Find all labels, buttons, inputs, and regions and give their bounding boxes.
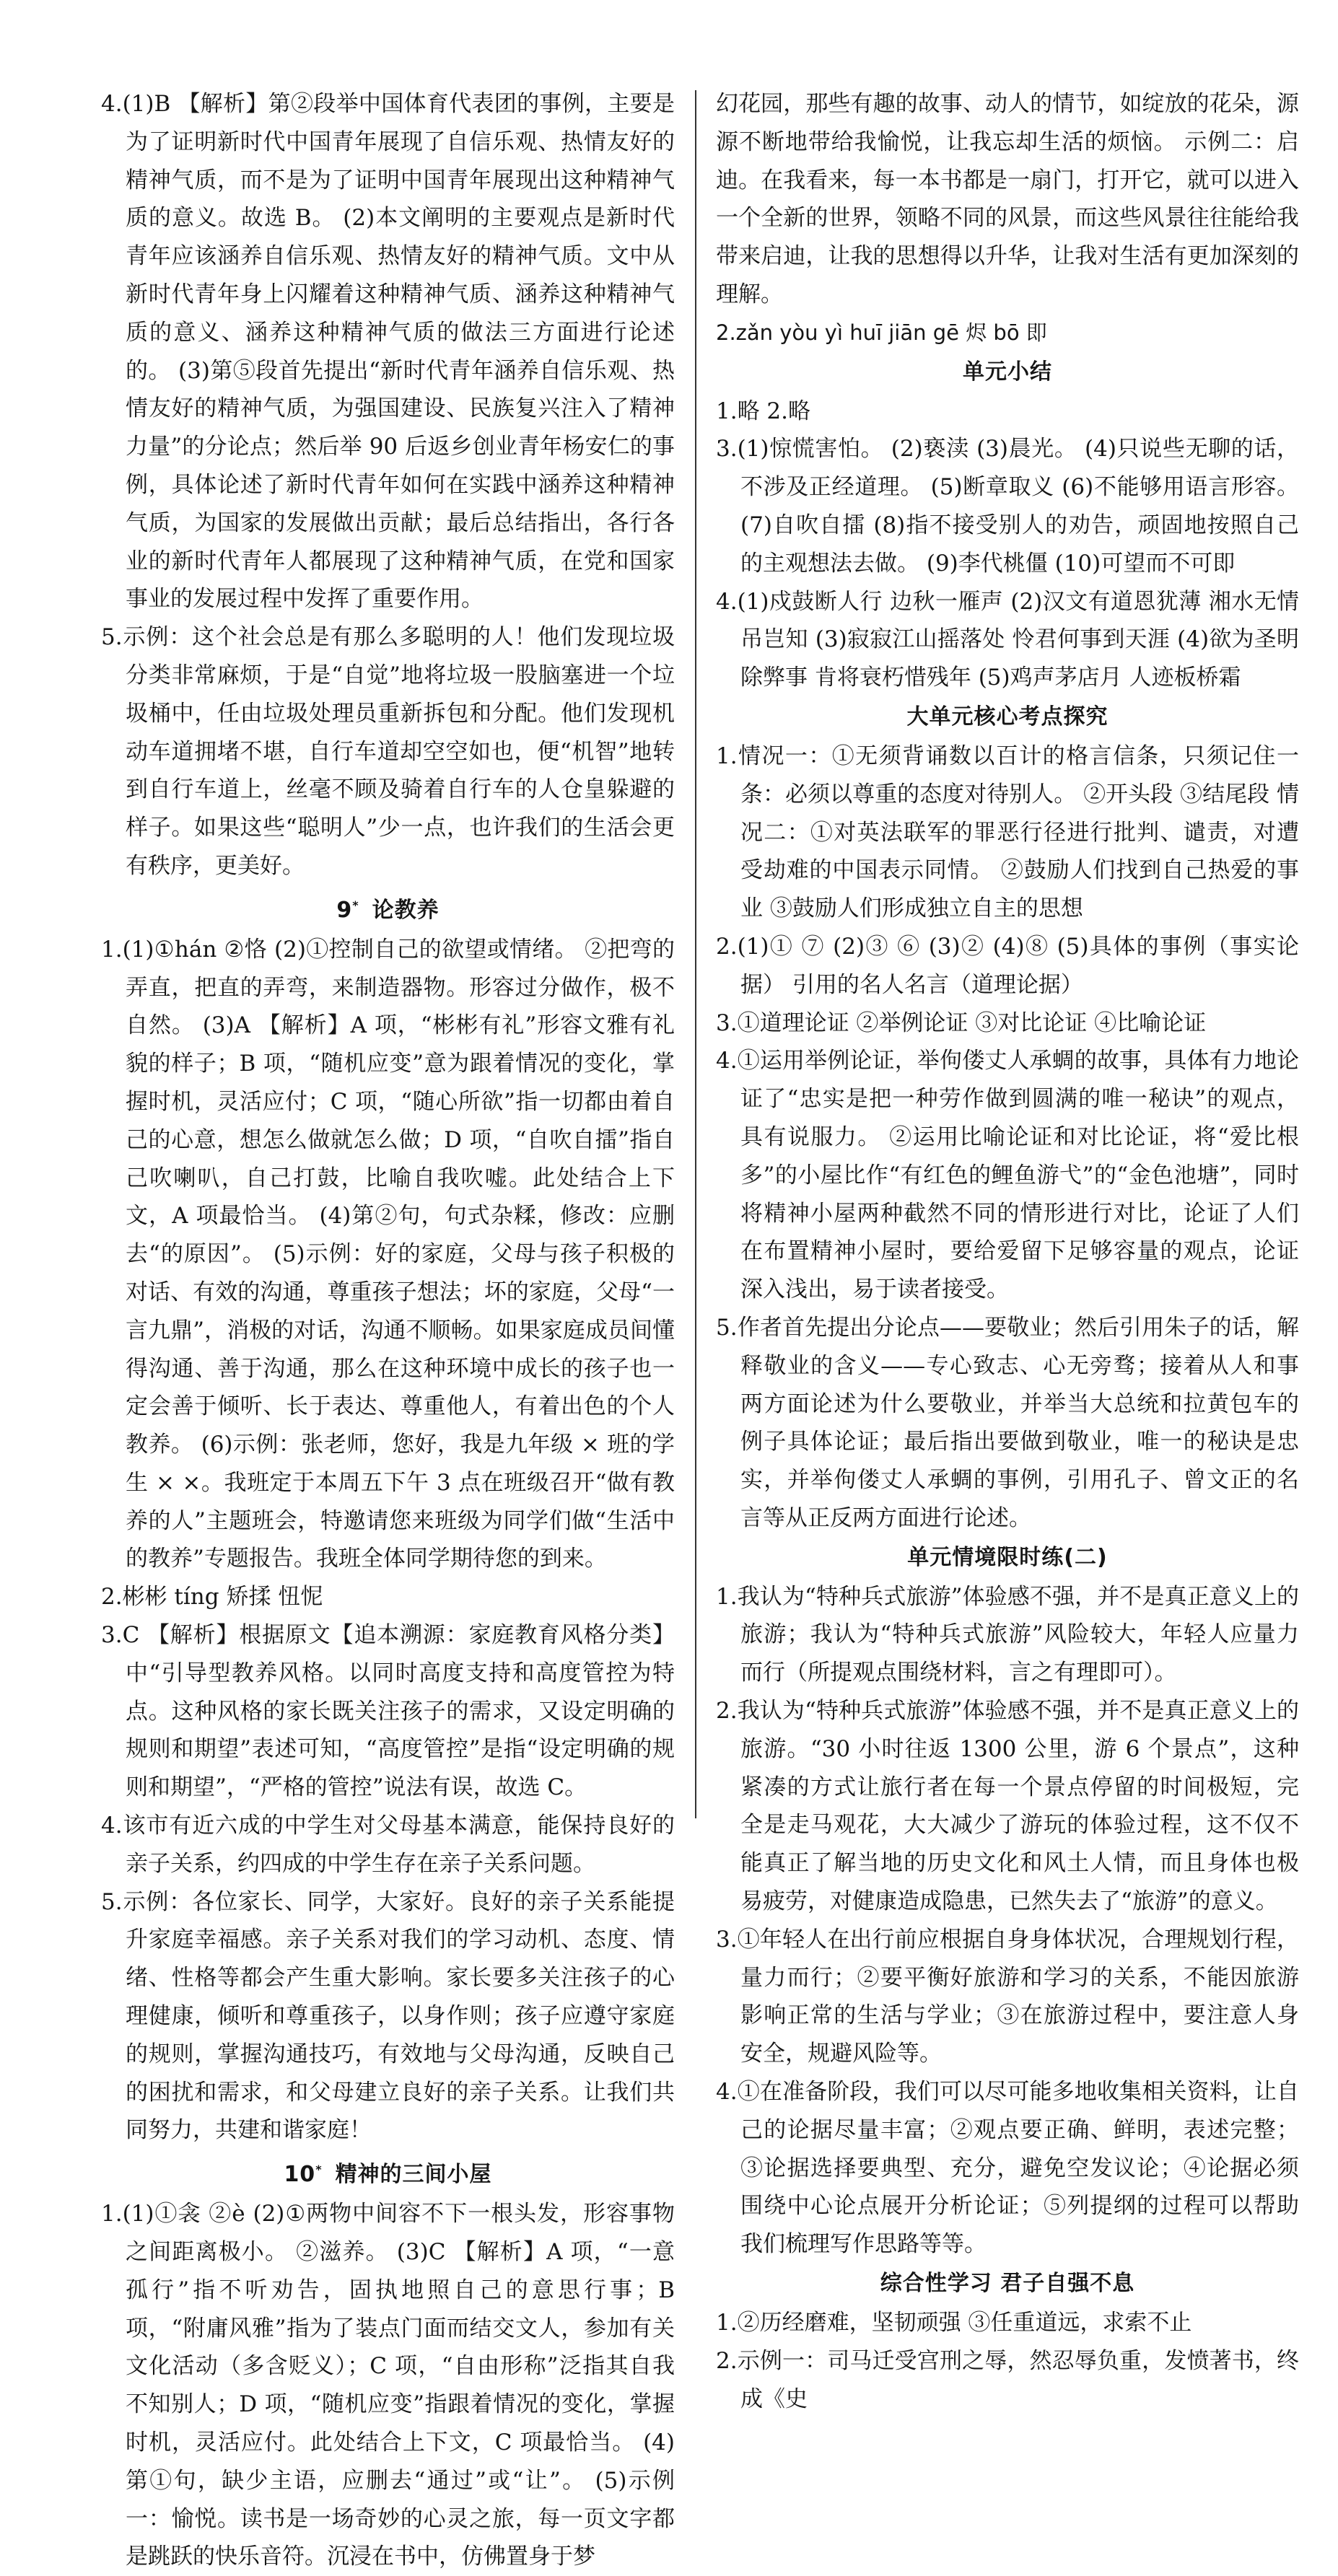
lesson-title: 精神的三间小屋 (335, 2162, 492, 2188)
answer-item: 2.zǎn yòu yì huī jiān gē 烬 bō 即 (716, 320, 1047, 345)
lesson-title: 论教养 (372, 897, 440, 923)
left-column (101, 85, 675, 2576)
answer-item: 1.②历经磨难，坚韧顽强 ③任重道远，求索不止 (716, 2310, 1192, 2336)
answer-item: 4.①运用举例论证，举佝偻丈人承蜩的故事，具体有力地论证了“忠实是把一种劳作做到圆满的唯一秘诀”的观点，具有说服力。 ②运用比喻论证和对比论证，将“爱比根多”的小屋比作“有红色的鲤鱼游弋”的“金色池塘”，同时将精神小屋两种截然不同的情形进行对比，论证了人们在布置精神小屋时，要给爱留下足够容量的观点，论证深入浅出，易于读者接受。 (716, 1048, 1299, 1303)
answer-item: 3.①道理论证 ②举例论证 ③对比论证 ④比喻论证 (716, 1009, 1207, 1036)
answer-item: 4.(1)戍鼓断人行 边秋一雁声 (2)汉文有道恩犹薄 湘水无情吊岂知 (3)寂寂江山摇落处 怜君何事到天涯 (4)欲为圣明除弊事 肯将衰朽惜残年 (5)鸡声茅店月 人迹板桥霜 (716, 588, 1299, 691)
column-divider (695, 90, 696, 1818)
section-heading-summary: 单元小结 (963, 359, 1052, 385)
section-heading-comprehensive: 综合性学习 君子自强不息 (880, 2271, 1135, 2297)
answer-item: 1.情况一：①无须背诵数以百计的格言信条，只须记住一条：必须以尊重的态度对待别人。 ②开头段 ③结尾段 情况二：①对英法联军的罪恶行径进行批判、谴责，对遭受劫难的中国表示同情。 ②鼓励人们找到自己热爱的事业 ③鼓励人们形成独立自主的思想 (716, 742, 1299, 922)
answer-item: 4.该市有近六成的中学生对父母基本满意，能保持良好的亲子关系，约四成的中学生存在亲子关系问题。 (101, 1813, 675, 1877)
right-column (716, 85, 1299, 2418)
answer-item: 2.示例一：司马迁受宫刑之辱，然忍辱负重，发愤著书，终成《史 (716, 2347, 1299, 2412)
answer-item: 1.(1)①hán ②恪 (2)①控制自己的欲望或情绪。 ②把弯的弄直，把直的弄弯，来制造器物。形容过分做作，极不自然。 (3)A 【解析】A 项，“彬彬有礼”形容文雅有礼貌的样子；B 项，“随机应变”意为跟着情况的变化，掌握时机，灵活应付；C 项，“随心所欲”指一切都由着自己的心意，想怎么做就怎么做；D 项，“自吹自擂”指自己吹喇叭，自己打鼓，比喻自我吹嘘。此处结合上下文，A 项最恰当。 (4)第②句，句式杂糅，修改：应删去“的原因”。 (5)示例：好的家庭，父母与孩子积极的对话、有效的沟通，尊重孩子想法；坏的家庭，父母“一言九鼎”，消极的对话，沟通不顺畅。如果家庭成员间懂得沟通、善于沟通，那么在这种环境中成长的孩子也一定会善于倾听、长于表达、尊重他人，有着出色的个人教养。 (6)示例：张老师，您好，我是九年级 × 班的学生 × ×。我班定于本周五下午 3 点在班级召开“做有教养的人”主题班会，特邀请您来班级为同学们做“生活中的教养”专题报告。我班全体同学期待您的到来。 (101, 936, 675, 1572)
lesson-number: 9* (336, 897, 359, 923)
answer-item: 2.彬彬 tíng 矫揉 忸怩 (101, 1584, 323, 1611)
answer-item: 4.(1)B 【解析】第②段举中国体育代表团的事例，主要是为了证明新时代中国青年展现了自信乐观、热情友好的精神气质，而不是为了证明中国青年展现出这种精神气质的意义。故选 B。 (2)本文阐明的主要观点是新时代青年应该涵养自信乐观、热情友好的精神气质。文中从新时代青年身上闪耀着这种精神气质、涵养这种精神气质的意义、涵养这种精神气质的做法三方面进行论述的。 (3)第⑤段首先提出“新时代青年涵养自信乐观、热情友好的精神气质，为强国建设、民族复兴注入了精神力量”的分论点；然后举 90 后返乡创业青年杨安仁的事例，具体论述了新时代青年如何在实践中涵养这种精神气质，为国家的发展做出贡献；最后总结指出，各行各业的新时代青年人都展现了这种精神气质，在党和国家事业的发展过程中发挥了重要作用。 (101, 91, 675, 613)
section-heading-drill: 单元情境限时练(二) (907, 1544, 1108, 1570)
answer-item: 5.作者首先提出分论点——要敬业；然后引用朱子的话，解释敬业的含义——专心致志、心无旁骛；接着从人和事两方面论述为什么要敬业，并举当大总统和拉黄包车的例子具体论证；最后指出要做到敬业，唯一的秘诀是忠实，并举佝偻丈人承蜩的事例，引用孔子、曾文正的名言等从正反两方面进行论述。 (716, 1314, 1299, 1531)
lesson-heading-9 (101, 885, 675, 931)
answer-item: 3.(1)惊慌害怕。 (2)亵渎 (3)晨光。 (4)只说些无聊的话，不涉及正经道理。 (5)断章取义 (6)不能够用语言形容。 (7)自吹自擂 (8)指不接受别人的劝告，顽固地按照自己的主观想法去做。 (9)李代桃僵 (10)可望而不可即 (716, 436, 1299, 577)
answer-item: 5.示例：这个社会总是有那么多聪明的人！他们发现垃圾分类非常麻烦，于是“自觉”地将垃圾一股脑塞进一个垃圾桶中，任由垃圾处理员重新拆包和分配。他们发现机动车道拥堵不堪，自行车道却空空如也，便“机智”地转到自行车道上，丝毫不顾及骑着自行车的人仓皇躲避的样子。如果这些“聪明人”少一点，也许我们的生活会更有秩序，更美好。 (101, 624, 675, 879)
answer-continuation: 幻花园，那些有趣的故事、动人的情节，如绽放的花朵，源源不断地带给我愉悦，让我忘却生活的烦恼。 示例二：启迪。在我看来，每一本书都是一扇门，打开它，就可以进入一个全新的世界，领略不同的风景，而这些风景往往能给我带来启迪，让我的思想得以升华，让我对生活有更加深刻的理解。 (716, 91, 1299, 307)
lesson-heading-10 (101, 2150, 675, 2195)
answer-item: 2.(1)① ⑦ (2)③ ⑥ (3)② (4)⑧ (5)具体的事例（事实论据） 引用的名人名言（道理论据） (716, 933, 1299, 998)
lesson-number: 10* (284, 2162, 323, 2188)
answer-item: 3.C 【解析】根据原文【追本溯源：家庭教育风格分类】中“引导型教养风格。以同时高度支持和高度管控为特点。这种风格的家长既关注孩子的需求，又设定明确的规则和期望”表述可知，“高度管控”是指“设定明确的规则和期望”，“严格的管控”说法有误，故选 C。 (101, 1622, 675, 1801)
answer-item: 2.我认为“特种兵式旅游”体验感不强，并不是真正意义上的旅游。“30 小时往返 1300 公里，游 6 个景点”，这种紧凑的方式让旅行者在每一个景点停留的时间极短，完全是走马观花，大大减少了游玩的体验过程，这不仅不能真正了解当地的历史文化和风土人情，而且身体也极易疲劳，对健康造成隐患，已然失去了“旅游”的意义。 (716, 1698, 1299, 1915)
answer-item: 3.①年轻人在出行前应根据自身身体状况，合理规划行程，量力而行；②要平衡好旅游和学习的关系，不能因旅游影响正常的生活与学业；③在旅游过程中，要注意人身安全，规避风险等。 (716, 1926, 1299, 2067)
section-heading-core: 大单元核心考点探究 (906, 704, 1109, 730)
answer-item: 4.①在准备阶段，我们可以尽可能多地收集相关资料，让自己的论据尽量丰富；②观点要正确、鲜明，表述完整；③论据选择要典型、充分，避免空发议论；④论据必须围绕中心论点展开分析论证；⑤列提纲的过程可以帮助我们梳理写作思路等等。 (716, 2079, 1299, 2258)
answer-item: 1.略 2.略 (716, 398, 811, 424)
answer-item: 1.我认为“特种兵式旅游”体验感不强，并不是真正意义上的旅游；我认为“特种兵式旅游”风险较大，年轻人应量力而行（所提观点围绕材料，言之有理即可）。 (716, 1583, 1299, 1686)
answer-item: 5.示例：各位家长、同学，大家好。良好的亲子关系能提升家庭幸福感。亲子关系对我们的学习动机、态度、情绪、性格等都会产生重大影响。家长要多关注孩子的心理健康，倾听和尊重孩子，以身作则；孩子应遵守家庭的规则，掌握沟通技巧，有效地与父母沟通，反映自己的困扰和需求，和父母建立良好的亲子关系。让我们共同努力，共建和谐家庭！ (101, 1888, 675, 2144)
answer-item: 1.(1)①衾 ②è (2)①两物中间容不下一根头发，形容事物之间距离极小。 ②滋养。 (3)C 【解析】A 项，“一意孤行”指不听劝告，固执地照自己的意思行事；B 项，“附庸风雅”指为了装点门面而结交文人，参加有关文化活动（多含贬义）；C 项，“自由形称”泛指其自我不知别人；D 项，“随机应变”指跟着情况的变化，掌握时机，灵活应付。此处结合上下文，C 项最恰当。 (4)第①句，缺少主语，应删去“通过”或“让”。 (5)示例一：愉悦。读书是一场奇妙的心灵之旅，每一页文字都是跳跃的快乐音符。沉浸在书中，仿佛置身于梦 (101, 2201, 675, 2570)
